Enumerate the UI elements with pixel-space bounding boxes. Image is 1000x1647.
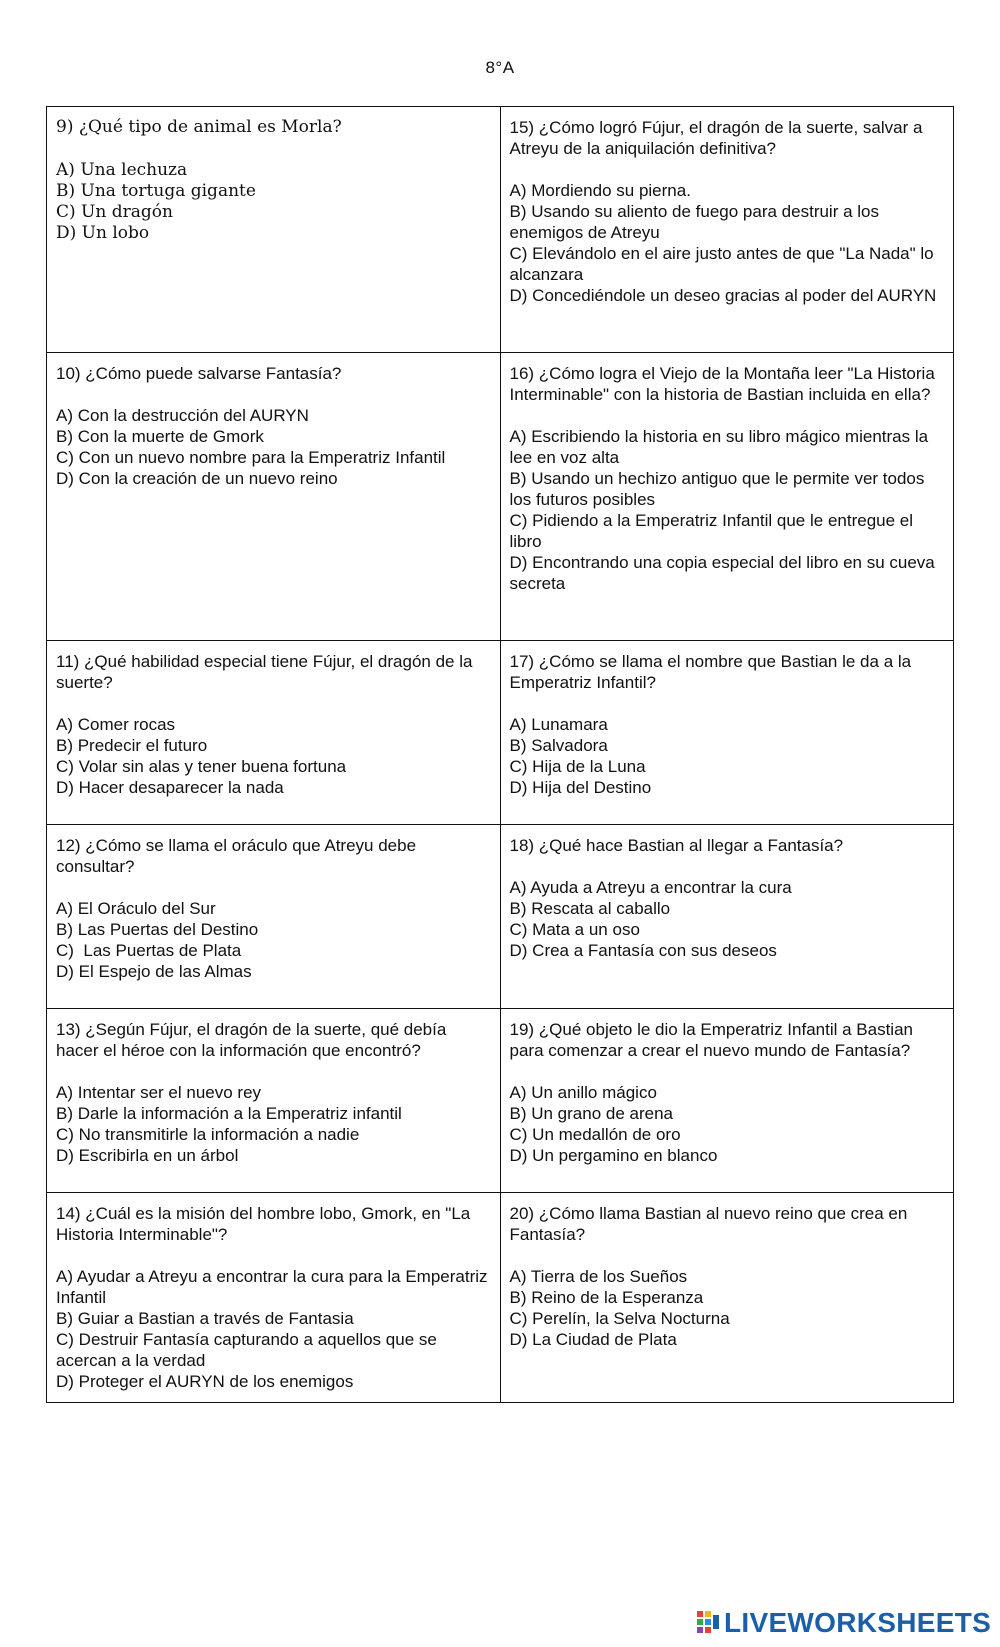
- option-d: D) Proteger el AURYN de los enemigos: [56, 1372, 354, 1391]
- option-b: B) Reino de la Esperanza: [509, 1288, 704, 1307]
- option-a: A) Intentar ser el nuevo rey: [56, 1083, 262, 1102]
- question-text: 19) ¿Qué objeto le dio la Emperatriz Infantil a Bastian para comenzar a crear el nuevo mundo de Fantasía?: [509, 1020, 913, 1060]
- options-list: [56, 405, 491, 489]
- question-cell-18: [500, 825, 954, 1009]
- table-row: [47, 1193, 954, 1403]
- page-title: 8°A: [485, 58, 515, 77]
- options-list: [56, 160, 491, 244]
- option-b: B) Guiar a Bastian a través de Fantasia: [56, 1309, 354, 1328]
- option-a: A) Con la destrucción del AURYN: [56, 406, 309, 425]
- option-a: A) Ayuda a Atreyu a encontrar la cura: [509, 878, 792, 897]
- question-cell-13: [47, 1009, 501, 1193]
- question-text: 11) ¿Qué habilidad especial tiene Fújur, el dragón de la suerte?: [56, 652, 473, 692]
- question-cell-14: [47, 1193, 501, 1403]
- options-list: [56, 1266, 491, 1392]
- question-text: 16) ¿Cómo logra el Viejo de la Montaña leer "La Historia Interminable" con la historia de Bastian incluida en ella?: [509, 364, 935, 404]
- option-a: A) Escribiendo la historia en su libro mágico mientras la lee en voz alta: [509, 427, 929, 467]
- options-list: [510, 1082, 945, 1166]
- option-c: C) No transmitirle la información a nadie: [56, 1125, 360, 1144]
- option-d: D) Encontrando una copia especial del libro en su cueva secreta: [509, 553, 935, 593]
- option-d: D) La Ciudad de Plata: [509, 1330, 677, 1349]
- option-b: B) Las Puertas del Destino: [56, 920, 259, 939]
- option-b: B) Darle la información a la Emperatriz infantil: [56, 1104, 402, 1123]
- options-list: [510, 180, 945, 306]
- option-c: C) Mata a un oso: [509, 920, 640, 939]
- option-b: B) Predecir el futuro: [56, 736, 208, 755]
- option-c: C) Un medallón de oro: [509, 1125, 681, 1144]
- option-d: D) Crea a Fantasía con sus deseos: [509, 941, 777, 960]
- option-a: A) Mordiendo su pierna.: [509, 181, 691, 200]
- option-d: D) Un lobo: [56, 223, 150, 243]
- option-b: B) Una tortuga gigante: [56, 181, 256, 201]
- option-c: C) Las Puertas de Plata: [56, 941, 242, 960]
- options-list: [56, 1082, 491, 1166]
- option-c: C) Un dragón: [56, 202, 173, 222]
- option-b: B) Rescata al caballo: [509, 899, 671, 918]
- option-c: C) Elevándolo en el aire justo antes de que "La Nada" lo alcanzara: [509, 244, 934, 284]
- question-cell-16: [500, 353, 954, 641]
- option-c: C) Hija de la Luna: [509, 757, 646, 776]
- question-cell-20: [500, 1193, 954, 1403]
- question-text: 15) ¿Cómo logró Fújur, el dragón de la suerte, salvar a Atreyu de la aniquilación definitiva?: [509, 118, 923, 158]
- options-list: [56, 714, 491, 798]
- option-d: D) Escribirla en un árbol: [56, 1146, 239, 1165]
- table-row: [47, 1009, 954, 1193]
- option-b: B) Usando un hechizo antiguo que le permite ver todos los futuros posibles: [509, 469, 925, 509]
- option-d: D) Hacer desaparecer la nada: [56, 778, 284, 797]
- question-text: 14) ¿Cuál es la misión del hombre lobo, Gmork, en "La Historia Interminable"?: [56, 1204, 471, 1244]
- option-a: A) El Oráculo del Sur: [56, 899, 216, 918]
- option-b: B) Salvadora: [509, 736, 608, 755]
- option-a: A) Tierra de los Sueños: [509, 1267, 688, 1286]
- question-text: 9) ¿Qué tipo de animal es Morla?: [56, 117, 342, 137]
- table-row: [47, 353, 954, 641]
- option-a: A) Lunamara: [509, 715, 608, 734]
- question-cell-12: [47, 825, 501, 1009]
- options-list: [510, 426, 945, 594]
- logo-text: LIVEWORKSHEETS: [724, 1607, 992, 1638]
- liveworksheets-logo[interactable]: [696, 1606, 991, 1640]
- option-c: C) Pidiendo a la Emperatriz Infantil que le entregue el libro: [509, 511, 914, 551]
- options-list: [510, 714, 945, 798]
- options-list: [56, 898, 491, 982]
- option-d: D) Concediéndole un deseo gracias al poder del AURYN: [509, 286, 937, 305]
- options-list: [510, 877, 945, 961]
- question-text: 10) ¿Cómo puede salvarse Fantasía?: [56, 364, 342, 383]
- option-c: C) Destruir Fantasía capturando a aquellos que se acercan a la verdad: [56, 1330, 437, 1370]
- option-d: D) Un pergamino en blanco: [509, 1146, 718, 1165]
- question-cell-9: [47, 107, 501, 353]
- questions-table: [46, 106, 954, 1403]
- option-d: D) El Espejo de las Almas: [56, 962, 252, 981]
- liveworksheets-logo-icon: [696, 1609, 720, 1637]
- question-cell-11: [47, 641, 501, 825]
- question-text: 12) ¿Cómo se llama el oráculo que Atreyu debe consultar?: [56, 836, 417, 876]
- table-row: [47, 825, 954, 1009]
- option-d: D) Con la creación de un nuevo reino: [56, 469, 338, 488]
- question-cell-19: [500, 1009, 954, 1193]
- options-list: [510, 1266, 945, 1350]
- option-c: C) Perelín, la Selva Nocturna: [509, 1309, 730, 1328]
- option-a: A) Ayudar a Atreyu a encontrar la cura para la Emperatriz Infantil: [56, 1267, 488, 1307]
- question-text: 20) ¿Cómo llama Bastian al nuevo reino que crea en Fantasía?: [509, 1204, 908, 1244]
- question-text: 17) ¿Cómo se llama el nombre que Bastian le da a la Emperatriz Infantil?: [509, 652, 912, 692]
- option-b: B) Un grano de arena: [509, 1104, 673, 1123]
- option-a: A) Un anillo mágico: [509, 1083, 657, 1102]
- option-c: C) Con un nuevo nombre para la Emperatriz Infantil: [56, 448, 446, 467]
- question-cell-15: [500, 107, 954, 353]
- table-row: [47, 641, 954, 825]
- option-a: A) Comer rocas: [56, 715, 176, 734]
- question-text: 13) ¿Según Fújur, el dragón de la suerte, qué debía hacer el héroe con la información que encontró?: [56, 1020, 447, 1060]
- option-c: C) Volar sin alas y tener buena fortuna: [56, 757, 347, 776]
- option-a: A) Una lechuza: [56, 160, 188, 180]
- question-text: 18) ¿Qué hace Bastian al llegar a Fantasía?: [509, 836, 844, 855]
- question-cell-10: [47, 353, 501, 641]
- table-row: [47, 107, 954, 353]
- option-b: B) Usando su aliento de fuego para destruir a los enemigos de Atreyu: [509, 202, 880, 242]
- option-b: B) Con la muerte de Gmork: [56, 427, 264, 446]
- option-d: D) Hija del Destino: [509, 778, 652, 797]
- question-cell-17: [500, 641, 954, 825]
